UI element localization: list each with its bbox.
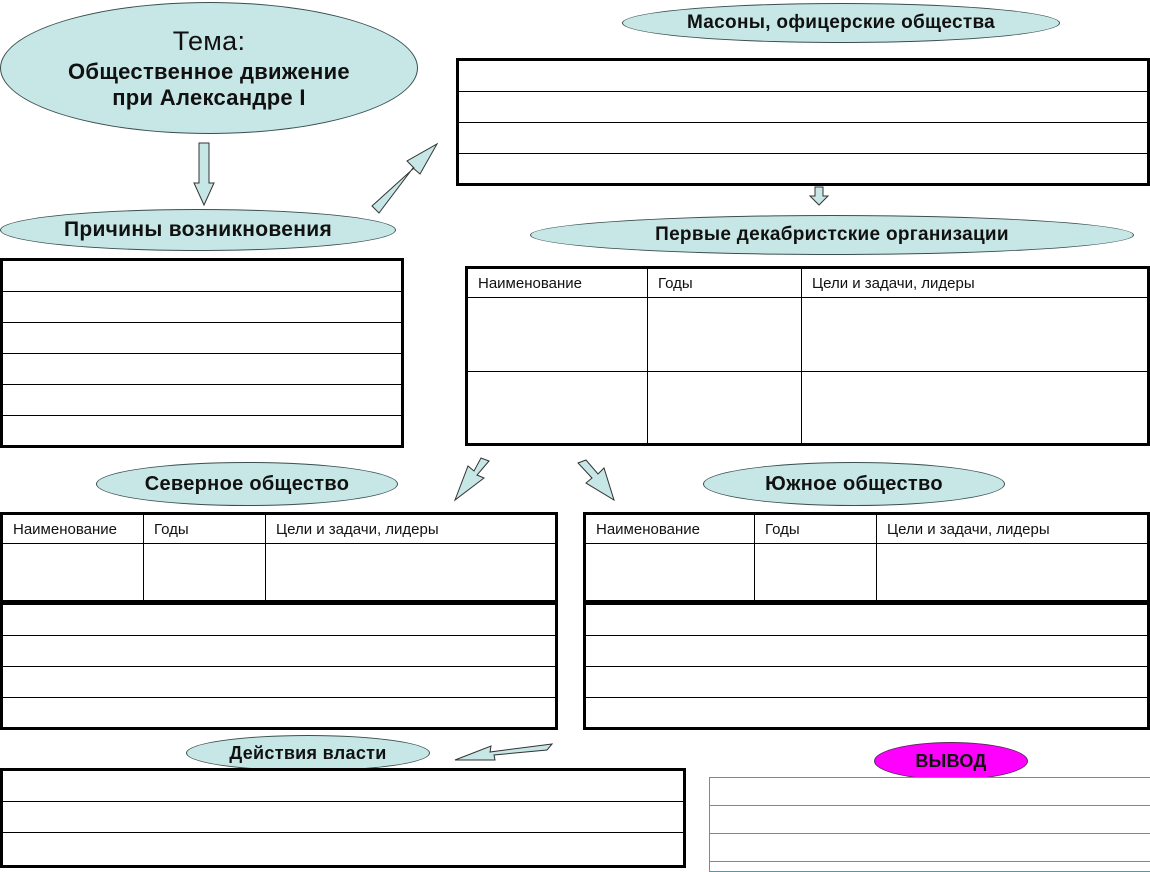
column-header-years: Годы: [755, 514, 877, 544]
southern-lined-box: [583, 602, 1150, 730]
causes-line: [3, 323, 401, 354]
southern-line: [586, 698, 1147, 727]
first-orgs-table: [465, 266, 1150, 446]
masons-line: [459, 154, 1147, 183]
government-ellipse: [186, 735, 430, 771]
column-header-years: Годы: [144, 514, 266, 544]
northern-line: [3, 667, 555, 698]
conclusion-title: ВЫВОД: [915, 750, 987, 771]
government-line: [3, 802, 683, 833]
southern-line: [586, 636, 1147, 667]
causes-line: [3, 416, 401, 445]
column-header-name: Наименование: [467, 268, 648, 298]
column-header-years: Годы: [648, 268, 802, 298]
conclusion-line: [710, 834, 1150, 862]
column-header-goals: Цели и задачи, лидеры: [877, 514, 1149, 544]
conclusion-lined-box: [709, 777, 1150, 872]
arrow-first-orgs-to-northern: [455, 458, 489, 500]
government-line: [3, 833, 683, 864]
northern-lined-box: [0, 602, 558, 730]
column-header-name: Наименование: [2, 514, 144, 544]
column-header-goals: Цели и задачи, лидеры: [802, 268, 1149, 298]
southern-title: Южное общество: [765, 472, 943, 495]
southern-line: [586, 667, 1147, 698]
southern-table: [583, 512, 1150, 603]
northern-line: [3, 698, 555, 727]
first-orgs-ellipse: [530, 215, 1134, 255]
arrow-first-orgs-to-southern: [578, 460, 614, 500]
northern-line: [3, 605, 555, 636]
topic-label: Тема:: [172, 25, 246, 56]
table-row: [467, 371, 1149, 444]
masons-lined-box: [456, 58, 1150, 186]
table-header-row: [2, 514, 557, 544]
northern-table: [0, 512, 558, 603]
causes-line: [3, 292, 401, 323]
masons-ellipse: [622, 3, 1060, 43]
arrow-topic-to-causes: [194, 143, 214, 205]
conclusion-ellipse: [874, 742, 1028, 780]
southern-line: [586, 605, 1147, 636]
causes-lined-box: [0, 258, 404, 448]
masons-line: [459, 123, 1147, 154]
northern-title: Северное общество: [144, 472, 350, 495]
topic-title-line1: Общественное движение: [68, 58, 350, 84]
table-header-row: [467, 268, 1149, 298]
causes-line: [3, 354, 401, 385]
arrow-to-government: [455, 744, 552, 760]
causes-ellipse: [0, 209, 396, 251]
conclusion-line: [710, 778, 1150, 806]
table-row: [467, 298, 1149, 371]
government-title: Действия власти: [229, 742, 387, 763]
causes-line: [3, 261, 401, 292]
government-lined-box: [0, 768, 686, 868]
northern-ellipse: [96, 462, 398, 506]
government-line: [3, 771, 683, 802]
first-orgs-title: Первые декабристские организации: [655, 224, 1009, 245]
topic-title-line2: при Александре I: [112, 84, 306, 110]
arrow-masons-to-first-orgs: [810, 187, 828, 205]
conclusion-line: [710, 806, 1150, 834]
table-header-row: [585, 514, 1149, 544]
masons-line: [459, 92, 1147, 123]
table-row: [585, 544, 1149, 602]
causes-title: Причины возникновения: [63, 218, 333, 241]
southern-ellipse: [703, 462, 1005, 506]
arrow-causes-to-masons: [372, 144, 437, 213]
northern-line: [3, 636, 555, 667]
topic-ellipse: [0, 2, 418, 134]
masons-title: Масоны, офицерские общества: [686, 12, 996, 33]
column-header-name: Наименование: [585, 514, 755, 544]
causes-line: [3, 385, 401, 416]
column-header-goals: Цели и задачи, лидеры: [266, 514, 557, 544]
masons-line: [459, 61, 1147, 92]
table-row: [2, 544, 557, 602]
